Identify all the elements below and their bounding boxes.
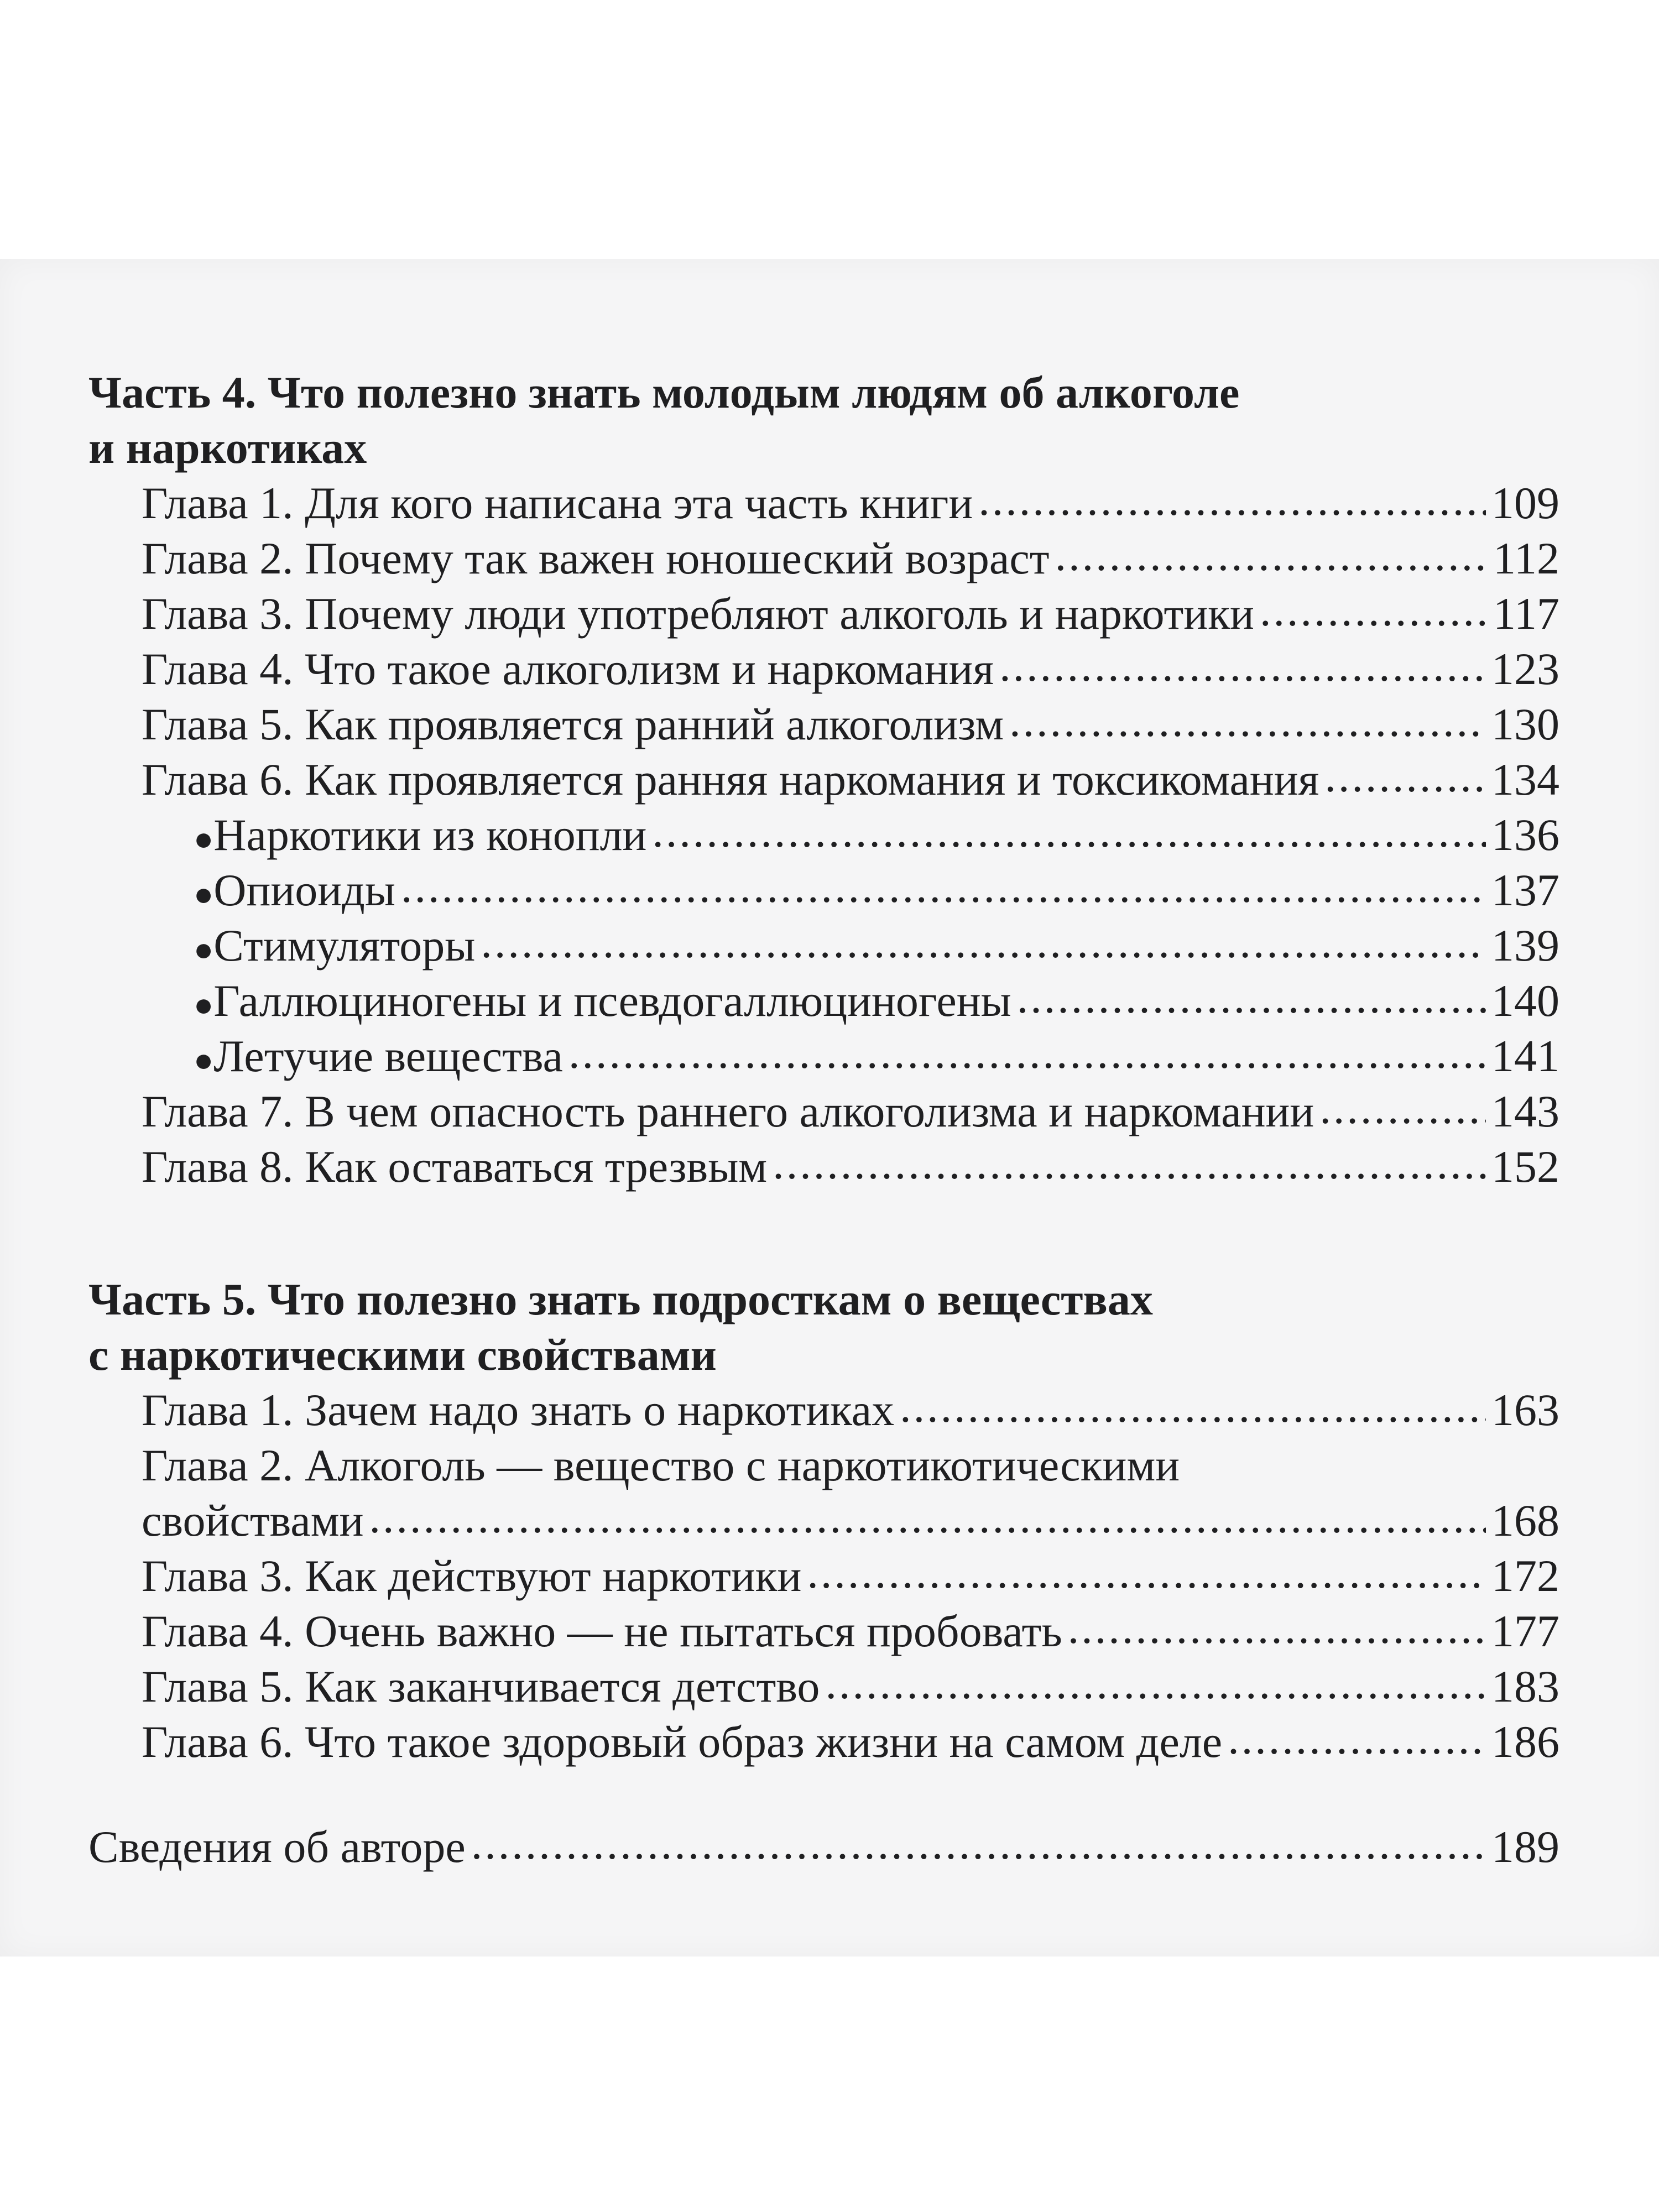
toc-entry-label: Глава 3. Как действуют наркотики	[142, 1551, 802, 1601]
dot-leader	[999, 638, 1486, 693]
bullet-icon: ●	[194, 1042, 214, 1078]
toc-entry-part5-ch4[interactable]	[88, 1604, 1559, 1659]
toc-entry-label-line-1: Глава 2. Алкоголь — вещество с наркотикотическими	[142, 1440, 1180, 1490]
toc-entry-label: Глава 1. Для кого написана эта часть книги	[142, 478, 973, 528]
toc-entry-part4-5[interactable]	[88, 697, 1559, 752]
toc-page-number: 186	[1491, 1717, 1559, 1767]
toc-page-number: 137	[1491, 865, 1559, 915]
table-of-contents	[88, 365, 1559, 1875]
part-5-title	[88, 1272, 1559, 1383]
toc-entry-part5-ch6[interactable]	[88, 1714, 1559, 1770]
dot-leader	[807, 1545, 1486, 1600]
toc-entry-label: Глава 3. Почему люди употребляют алкоголь и наркотики	[142, 588, 1254, 639]
dot-leader	[1009, 693, 1486, 749]
dot-leader	[1055, 528, 1488, 583]
dot-leader	[1068, 1600, 1486, 1656]
toc-entry-part4-12[interactable]	[88, 1084, 1559, 1139]
dot-leader	[369, 1490, 1486, 1545]
dot-leader	[825, 1656, 1486, 1711]
toc-page-number: 183	[1491, 1661, 1559, 1712]
bullet-icon: ●	[194, 821, 214, 857]
toc-entry-part4-11[interactable]	[88, 1029, 1559, 1084]
toc-entry-label: Глава 4. Что такое алкоголизм и наркомания	[142, 644, 994, 694]
dot-leader	[900, 1379, 1486, 1434]
toc-entry-label: Стимуляторы	[213, 920, 476, 971]
toc-page-number: 163	[1491, 1385, 1559, 1435]
toc-entry-part4-13[interactable]	[88, 1139, 1559, 1194]
toc-entry-part5-ch1[interactable]	[88, 1383, 1559, 1438]
toc-page-number: 152	[1491, 1141, 1559, 1192]
toc-entry-part4-3[interactable]	[88, 586, 1559, 641]
dot-leader	[568, 1025, 1486, 1081]
dot-leader	[481, 915, 1486, 970]
toc-entry-label: Глава 8. Как оставаться трезвым	[142, 1141, 768, 1192]
toc-entry-label: Глава 6. Как проявляется ранняя наркомания и токсикомания	[142, 754, 1319, 805]
toc-page-number: 109	[1491, 478, 1559, 528]
toc-page-number: 123	[1491, 644, 1559, 694]
toc-page-number: 177	[1491, 1606, 1559, 1656]
dot-leader	[1260, 583, 1488, 638]
toc-page-number: 117	[1493, 588, 1559, 639]
dot-leader	[1017, 970, 1486, 1025]
bullet-icon: ●	[194, 987, 214, 1023]
part-4-title	[88, 365, 1559, 476]
toc-page-number: 134	[1491, 754, 1559, 805]
toc-entry-label-line-2: свойствами	[142, 1495, 364, 1546]
toc-entry-part5-ch3[interactable]	[88, 1548, 1559, 1604]
part-5-title-line-2: с наркотическими свойствами	[88, 1329, 717, 1380]
toc-entry-part4-6[interactable]	[88, 752, 1559, 807]
toc-page-number: 140	[1491, 975, 1559, 1026]
dot-leader	[1319, 1081, 1486, 1136]
toc-entry-label: Опиоиды	[213, 865, 395, 915]
toc-entry-label: Глава 1. Зачем надо знать о наркотиках	[142, 1385, 895, 1435]
toc-page-number: 172	[1491, 1551, 1559, 1601]
toc-page-number: 189	[1491, 1822, 1559, 1872]
toc-page-number: 168	[1491, 1495, 1559, 1546]
dot-leader	[1228, 1711, 1486, 1766]
toc-entry-label: Глава 7. В чем опасность раннего алкоголизма и наркомании	[142, 1086, 1314, 1136]
toc-page-number: 112	[1493, 533, 1559, 583]
part-4-title-line-2: и наркотиках	[88, 422, 367, 473]
toc-entry-part4-8[interactable]	[88, 863, 1559, 918]
toc-page-number: 141	[1491, 1031, 1559, 1081]
toc-entry-label: Глава 5. Как проявляется ранний алкоголизм	[142, 699, 1004, 749]
toc-entry-part4-7[interactable]	[88, 807, 1559, 863]
toc-entry-part5-ch2[interactable]	[88, 1438, 1559, 1548]
toc-page-number: 130	[1491, 699, 1559, 749]
toc-entry-label: Летучие вещества	[213, 1031, 563, 1081]
toc-entry-label: Глава 4. Очень важно — не пытаться пробовать	[142, 1606, 1062, 1656]
toc-entry-label: Галлюциногены и псевдогаллюциногены	[213, 975, 1011, 1026]
author-section	[88, 1819, 1559, 1875]
bullet-icon: ●	[194, 876, 214, 912]
part-5-title-line-1: Часть 5. Что полезно знать подросткам о веществах	[88, 1274, 1153, 1324]
dot-leader	[401, 859, 1486, 915]
toc-entry-part5-ch5[interactable]	[88, 1659, 1559, 1714]
part-4-title-line-1: Часть 4. Что полезно знать молодым людям об алкоголе	[88, 367, 1240, 418]
toc-page-number: 139	[1491, 920, 1559, 971]
toc-page-number: 143	[1491, 1086, 1559, 1136]
toc-entry-label: Сведения об авторе	[88, 1822, 466, 1872]
toc-entry-label: Наркотики из конопли	[213, 810, 647, 860]
toc-entry-part4-9[interactable]	[88, 918, 1559, 973]
dot-leader	[773, 1136, 1486, 1191]
toc-entry-label: Глава 5. Как заканчивается детство	[142, 1661, 820, 1712]
part-4-entries	[88, 476, 1559, 1194]
toc-page-number: 136	[1491, 810, 1559, 860]
toc-entry-part4-1[interactable]	[88, 476, 1559, 531]
dot-leader	[652, 804, 1486, 859]
dot-leader	[978, 472, 1486, 528]
toc-entry-label: Глава 6. Что такое здоровый образ жизни на самом деле	[142, 1717, 1223, 1767]
toc-entry-part4-4[interactable]	[88, 641, 1559, 697]
toc-entry-author[interactable]	[88, 1819, 1559, 1875]
part-5-entries	[88, 1383, 1559, 1770]
dot-leader	[471, 1816, 1486, 1871]
toc-entry-part4-2[interactable]	[88, 531, 1559, 586]
toc-entry-label: Глава 2. Почему так важен юношеский возраст	[142, 533, 1050, 583]
dot-leader	[1324, 749, 1486, 804]
toc-entry-part4-10[interactable]	[88, 973, 1559, 1029]
bullet-icon: ●	[194, 931, 214, 968]
